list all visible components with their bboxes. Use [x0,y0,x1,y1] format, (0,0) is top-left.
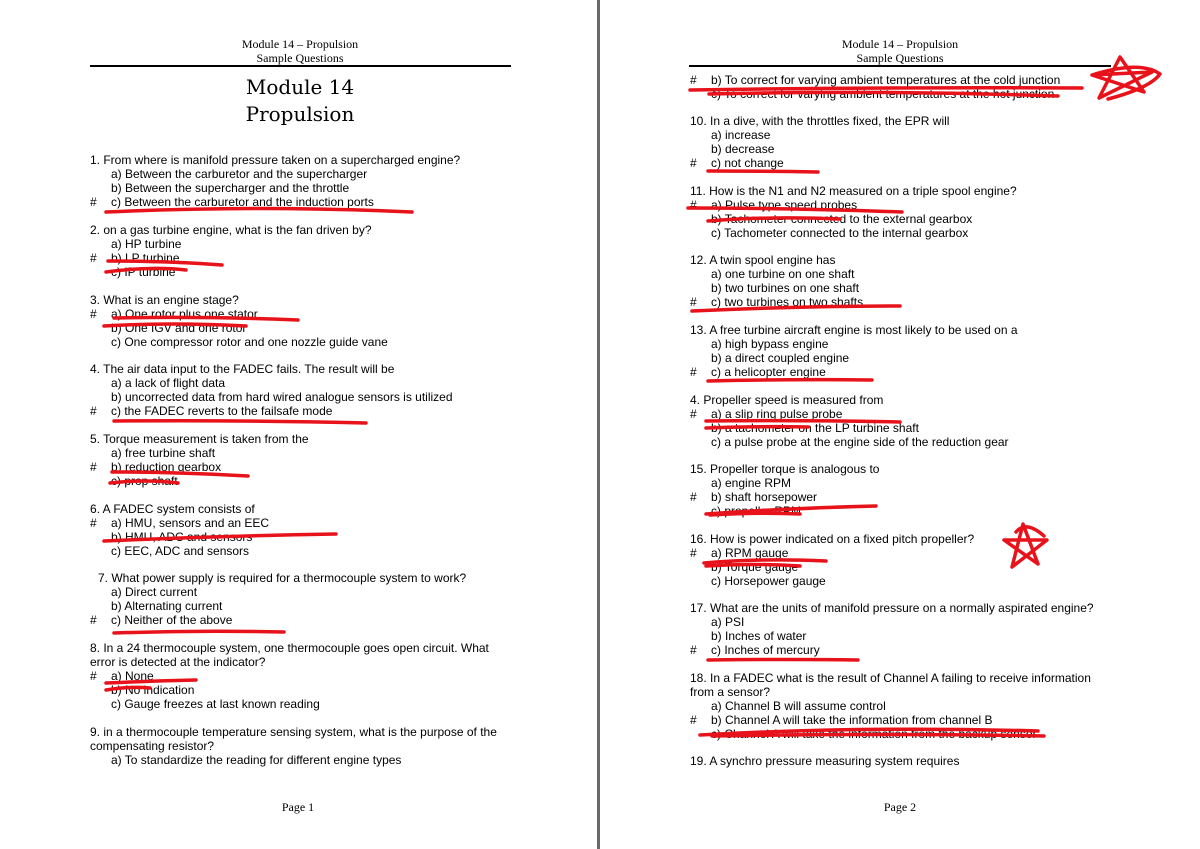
answer-option: b) To correct for varying ambient temperatures at the cold junction [711,73,1061,87]
answer-option: c) Between the carburetor and the induction ports [111,195,374,209]
correct-answer-mark: # [90,251,97,265]
answer-option: b) LP turbine [111,251,180,265]
answer-option: c) Inches of mercury [711,643,820,657]
header-module: Module 14 – Propulsion [841,37,959,51]
answer-option: b) a direct coupled engine [711,351,850,365]
answer-option: c) Tachometer connected to the internal gearbox [711,226,969,240]
answer-option: a) Between the carburetor and the supercharger [111,167,368,181]
header-rule [90,65,511,67]
answer-option: b) HMU, ADC and sensors [111,530,253,544]
answer-option: c) not change [711,156,784,170]
question-8: 8. In a 24 thermocouple system, one thermocouple goes open circuit. What [90,641,489,655]
answer-option: b) shaft horsepower [711,490,818,504]
question-9-continued: compensating resistor? [90,739,215,753]
correct-answer-mark: # [690,156,697,170]
correct-answer-mark: # [90,460,97,474]
answer-option: c) Channel A will take the information from the backup sensor [711,727,1037,741]
answer-option: c) Gauge freezes at last known reading [111,697,320,711]
question-5: 5. Torque measurement is taken from the [90,432,309,446]
answer-option: a) one turbine on one shaft [711,267,855,281]
answer-option: b) two turbines on one shaft [711,281,860,295]
answer-option: c) propeller RPM [711,504,802,518]
page-number: Page 2 [883,800,917,814]
answer-option: a) increase [711,128,771,142]
answer-option: b) reduction gearbox [111,460,222,474]
correct-answer-mark: # [90,307,97,321]
question-10: 10. In a dive, with the throttles fixed, the EPR will [690,114,950,128]
answer-option: c) prop shaft [111,474,178,488]
answer-option: c) One compressor rotor and one nozzle guide vane [111,335,388,349]
correct-answer-mark: # [90,404,97,418]
document-title-line-1: Module 14 [245,75,355,99]
correct-answer-mark: # [690,407,697,421]
answer-option: a) Channel B will assume control [711,699,886,713]
answer-option: b) No indication [111,683,195,697]
question-14: 4. Propeller speed is measured from [690,393,884,407]
question-19: 19. A synchro pressure measuring system requires [690,754,960,768]
page-2 [600,0,1200,849]
question-4: 4. The air data input to the FADEC fails. The result will be [90,362,395,376]
question-13: 13. A free turbine aircraft engine is most likely to be used on a [690,323,1018,337]
answer-option: b) Alternating current [111,599,223,613]
answer-option: c) a helicopter engine [711,365,826,379]
answer-option: a) high bypass engine [711,337,829,351]
question-7: 7. What power supply is required for a thermocouple system to work? [98,571,467,585]
question-2: 2. on a gas turbine engine, what is the fan driven by? [90,223,372,237]
answer-option: b) Torque gauge [711,560,799,574]
question-9: 9. in a thermocouple temperature sensing system, what is the purpose of the [90,725,497,739]
answer-option: b) Channel A will take the information from channel B [711,713,993,727]
answer-option: c) Neither of the above [111,613,233,627]
answer-option: b) Inches of water [711,629,807,643]
answer-option: b) uncorrected data from hard wired analogue sensors is utilized [111,390,453,404]
answer-option: a) None [111,669,154,683]
answer-option: c) the FADEC reverts to the failsafe mode [111,404,333,418]
correct-answer-mark: # [690,365,697,379]
answer-option: a) HP turbine [111,237,182,251]
question-11: 11. How is the N1 and N2 measured on a triple spool engine? [690,184,1017,198]
header-subtitle: Sample Questions [856,51,944,65]
question-12: 12. A twin spool engine has [690,253,836,267]
answer-option: a) HMU, sensors and an EEC [111,516,270,530]
correct-answer-mark: # [690,73,697,87]
answer-option: c) IP turbine [111,265,176,279]
answer-option: a) PSI [711,615,745,629]
answer-option: c) EEC, ADC and sensors [111,544,250,558]
header-subtitle: Sample Questions [256,51,344,65]
answer-option: a) a slip ring pulse probe [711,407,843,421]
question-16: 16. How is power indicated on a fixed pitch propeller? [690,532,975,546]
answer-option: b) Tachometer connected to the external gearbox [711,212,973,226]
document-title-line-2: Propulsion [245,102,355,126]
answer-option: a) engine RPM [711,476,792,490]
answer-option: a) To standardize the reading for different engine types [111,753,402,767]
page-1 [0,0,598,849]
answer-option: a) Direct current [111,585,198,599]
answer-option: c) two turbines on two shafts [711,295,864,309]
answer-option: a) a lack of flight data [111,376,226,390]
answer-option: b) decrease [711,142,775,156]
correct-answer-mark: # [90,195,97,209]
correct-answer-mark: # [690,643,697,657]
answer-option: b) One IGV and one rotor [111,321,247,335]
answer-option: a) Pulse type speed probes [711,198,858,212]
question-3: 3. What is an engine stage? [90,293,239,307]
answer-option: b) Between the supercharger and the throttle [111,181,350,195]
correct-answer-mark: # [690,546,697,560]
correct-answer-mark: # [690,198,697,212]
correct-answer-mark: # [90,516,97,530]
question-1: 1. From where is manifold pressure taken on a supercharged engine? [90,153,461,167]
correct-answer-mark: # [690,713,697,727]
correct-answer-mark: # [690,295,697,309]
answer-option: c) Horsepower gauge [711,574,826,588]
answer-option: c) To correct for varying ambient temperatures at the hot junction [711,87,1055,101]
question-18: 18. In a FADEC what is the result of Channel A failing to receive information [690,671,1091,685]
answer-option: c) a pulse probe at the engine side of the reduction gear [711,435,1009,449]
correct-answer-mark: # [690,490,697,504]
question-6: 6. A FADEC system consists of [90,502,255,516]
answer-option: a) RPM gauge [711,546,789,560]
question-17: 17. What are the units of manifold pressure on a normally aspirated engine? [690,601,1094,615]
question-18-continued: from a sensor? [690,685,771,699]
header-rule [689,65,1111,67]
correct-answer-mark: # [90,669,97,683]
header-module: Module 14 – Propulsion [241,37,359,51]
question-8-continued: error is detected at the indicator? [90,655,266,669]
answer-option: a) One rotor plus one stator [111,307,258,321]
question-15: 15. Propeller torque is analogous to [690,462,880,476]
correct-answer-mark: # [90,613,97,627]
page-number: Page 1 [281,800,315,814]
answer-option: b) a tachometer on the LP turbine shaft [711,421,919,435]
answer-option: a) free turbine shaft [111,446,216,460]
